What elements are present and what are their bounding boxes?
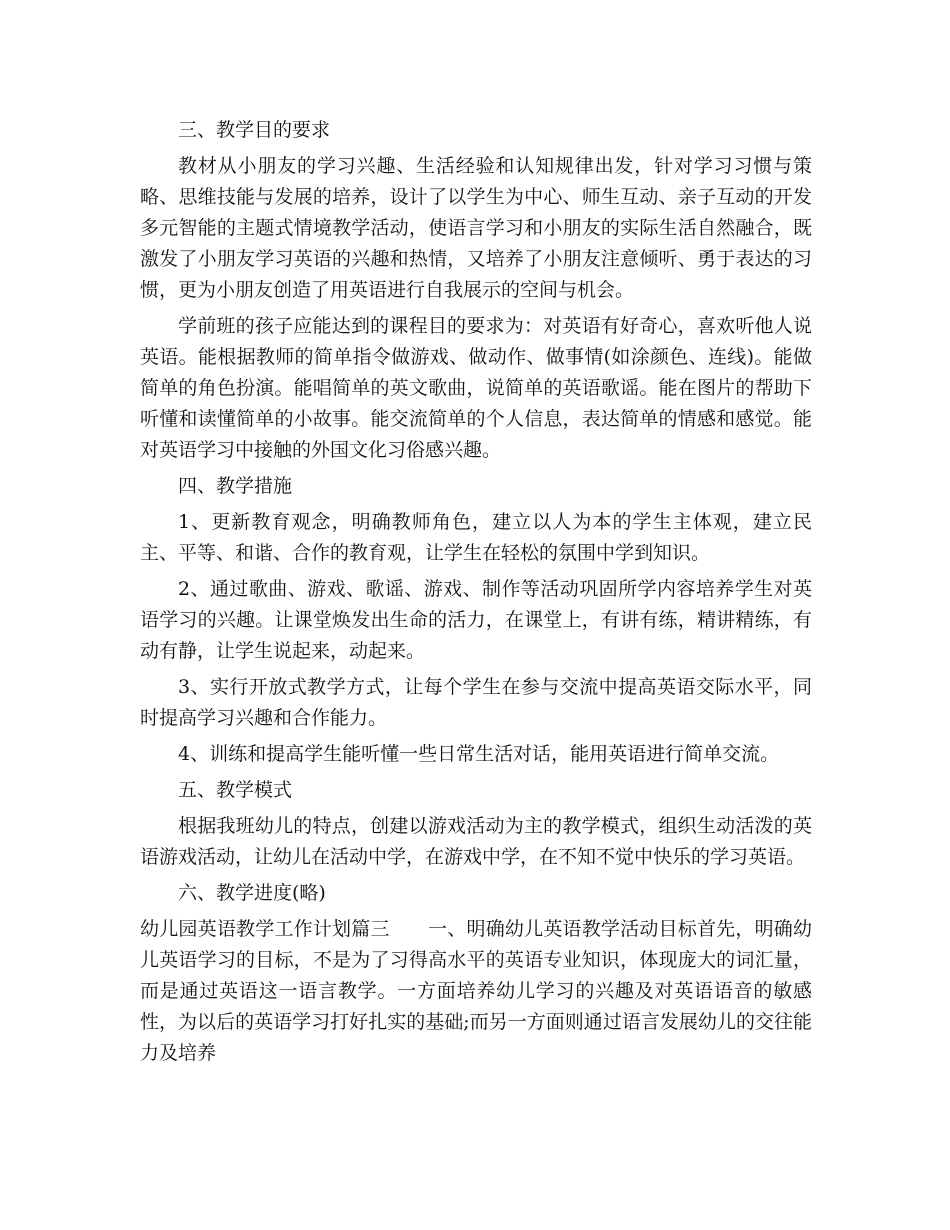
section-heading-mode: 五、教学模式: [178, 779, 293, 801]
paragraph-measure-1: 1、更新教育观念，明确教师角色，建立以人为本的学生主体观，建立民主、平等、和谐、合作的教育观，让学生在轻松的氛围中学到知识。: [140, 511, 812, 564]
paragraph-measure-4: 4、训练和提高学生能听懂一些日常生活对话，能用英语进行简单交流。: [178, 743, 780, 765]
paragraph-course-goals: 学前班的孩子应能达到的课程目的要求为：对英语有好奇心，喜欢听他人说英语。能根据教师的简单指令做游戏、做动作、做事情(如涂颜色、连线)。能做简单的角色扮演。能唱简单的英文歌曲，说简单的英语歌谣。能在图片的帮助下听懂和读懂简单的小故事。能交流简单的个人信息，表达简单的情感和感觉。能对英语学习中接触的外国文化习俗感兴趣。: [140, 315, 812, 461]
paragraph-teaching-mode: 根据我班幼儿的特点，创建以游戏活动为主的教学模式，组织生动活泼的英语游戏活动，让幼儿在活动中学，在游戏中学，在不知不觉中快乐的学习英语。: [140, 815, 812, 868]
section-heading-objectives: 三、教学目的要求: [178, 119, 331, 141]
paragraph-measure-2: 2、通过歌曲、游戏、歌谣、游戏、制作等活动巩固所学内容培养学生对英语学习的兴趣。让课堂焕发出生命的活力，在课堂上，有讲有练，精讲精练，有动有静，让学生说起来，动起来。: [140, 578, 812, 662]
section-heading-measures: 四、教学措施: [178, 475, 293, 497]
document-body: [140, 115, 812, 1074]
paragraph-textbook-design: 教材从小朋友的学习兴趣、生活经验和认知规律出发，针对学习习惯与策略、思维技能与发展的培养，设计了以学生为中心、师生互动、亲子互动的开发多元智能的主题式情境教学活动，使语言学习和小朋友的实际生活自然融合，既激发了小朋友学习英语的兴趣和热情，又培养了小朋友注意倾听、勇于表达的习惯，更为小朋友创造了用英语进行自我展示的空间与机会。: [140, 155, 812, 301]
paragraph-plan-part-three: 幼儿园英语教学工作计划篇三 一、明确幼儿英语教学活动目标首先，明确幼儿英语学习的目标，不是为了习得高水平的英语专业知识，体现庞大的词汇量，而是通过英语这一语言教学。一方面培养幼儿学习的兴趣及对英语语音的敏感性，为以后的英语学习打好扎实的基础;而另一方面则通过语言发展幼儿的交往能力及培养: [140, 918, 812, 1064]
section-heading-progress: 六、教学进度(略): [178, 882, 326, 904]
paragraph-measure-3: 3、实行开放式教学方式，让每个学生在参与交流中提高英语交际水平，同时提高学习兴趣和合作能力。: [140, 676, 812, 729]
